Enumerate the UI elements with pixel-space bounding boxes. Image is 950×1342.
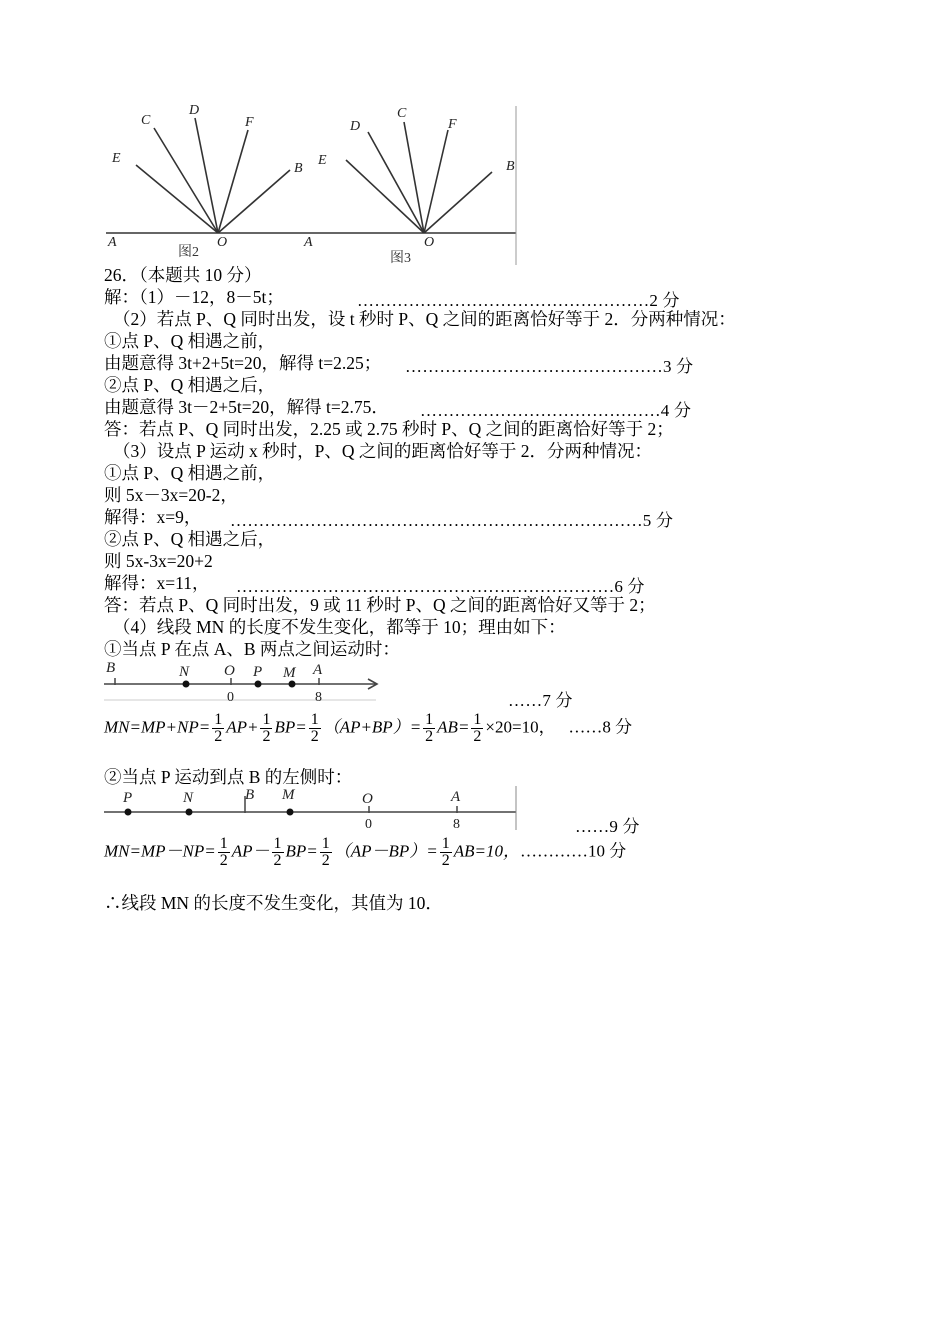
fig2-label-O: O	[217, 235, 228, 250]
fig2-label-E: E	[112, 151, 121, 166]
q26-line-3: ①点 P、Q 相遇之前，	[104, 331, 276, 351]
nl2-label-A: A	[451, 789, 461, 805]
f2-frac-4	[440, 836, 452, 869]
nl2-label-P: P	[123, 790, 133, 806]
q26-line-6: 由题意得 3t－2+5t=20，解得 t=2.75．	[104, 397, 389, 417]
fig3-ray-OF	[424, 130, 448, 233]
fig3-label-O: O	[424, 235, 435, 250]
f2-frac-1-num: 1	[219, 835, 228, 852]
q26-line-15: 答：若点 P、Q 同时出发，9 或 11 秒时 P、Q 之间的距离恰好又等于 2；	[104, 595, 656, 615]
fig3-label-C: C	[397, 106, 407, 121]
f1-frac-3	[309, 712, 321, 745]
formula-2	[104, 836, 626, 869]
q26-line-16: （4）线段 MN 的长度不发生变化，都等于 10；理由如下：	[113, 617, 566, 637]
fig3-label-D: D	[350, 119, 361, 134]
f1-part-a: MN=MP+NP=	[104, 717, 211, 737]
nl2-tick-label-0: 0	[365, 817, 372, 832]
q26-line-4-score: ………………………………………3 分	[405, 357, 694, 376]
nl1-label-B: B	[106, 660, 116, 676]
nl1-point-P	[255, 681, 262, 688]
q26-line-1: 解：（1）－12，8－5t；	[104, 287, 284, 307]
nl2-label-M: M	[282, 787, 295, 803]
f2-part-c: BP=	[285, 841, 318, 861]
q26-line-9: ①点 P、Q 相遇之前，	[104, 463, 276, 483]
f1-frac-1-num: 1	[214, 711, 223, 728]
f1-score: ……8 分	[568, 717, 633, 737]
f1-frac-4-num: 1	[425, 711, 434, 728]
q26-line-12: ②点 P、Q 相遇之后，	[104, 529, 276, 549]
f1-part-d: （AP+BP）=	[322, 717, 422, 737]
f1-frac-2-den: 2	[262, 728, 271, 745]
f1-frac-2-num: 1	[262, 711, 271, 728]
q26-line-1-score: ……………………………………………2 分	[357, 291, 680, 310]
score-7: ……7 分	[508, 691, 573, 710]
q26-line-8: （3）设点 P 运动 x 秒时，P、Q 之间的距离恰好等于 2．分两种情况：	[113, 441, 652, 461]
nl1-point-N	[183, 681, 190, 688]
f2-part-b: AP－	[231, 841, 270, 861]
f1-frac-5-num: 1	[473, 711, 482, 728]
fig2-ray-OC	[154, 128, 218, 233]
nl2-label-O: O	[362, 791, 373, 807]
fig2-caption: 图2	[178, 245, 199, 260]
number-line-2	[100, 782, 530, 832]
f1-frac-4-den: 2	[425, 728, 434, 745]
nl1-label-M: M	[283, 665, 296, 681]
nl1-label-A: A	[313, 662, 323, 678]
fig2-label-D: D	[189, 103, 200, 118]
f2-frac-3	[320, 836, 332, 869]
f2-frac-1-den: 2	[219, 852, 228, 869]
f1-part-f: ×20=10，	[485, 717, 556, 737]
f2-part-d: （AP－BP）=	[333, 841, 438, 861]
fig3-label-A: A	[304, 235, 313, 250]
nl2-point-P	[125, 809, 132, 816]
nl1-tick-label-0: 0	[227, 690, 234, 705]
f2-frac-4-den: 2	[441, 852, 450, 869]
f1-part-c: BP=	[274, 717, 307, 737]
nl2-point-M	[287, 809, 294, 816]
nl1-tick-label-8: 8	[315, 690, 322, 705]
fig2-label-A: A	[108, 235, 117, 250]
fig3-label-F: F	[448, 117, 457, 132]
figure-2	[100, 100, 330, 268]
q26-line-10: 则 5x－3x=20-2，	[104, 485, 238, 505]
f1-frac-4	[423, 712, 435, 745]
fig2-label-B: B	[294, 161, 303, 176]
f1-part-b: AP+	[226, 717, 259, 737]
nl2-tick-label-8: 8	[453, 817, 460, 832]
q26-line-7: 答：若点 P、Q 同时出发，2.25 或 2.75 秒时 P、Q 之间的距离恰好等于 2；	[104, 419, 674, 439]
fig2-ray-OB	[218, 170, 290, 233]
f1-frac-5-den: 2	[473, 728, 482, 745]
f2-part-a: MN=MP－NP=	[104, 841, 216, 861]
nl2-label-N: N	[183, 790, 194, 806]
nl2-label-B: B	[245, 787, 255, 803]
formula-1	[104, 712, 632, 745]
score-9: ……9 分	[575, 817, 640, 836]
fig3-caption: 图3	[390, 251, 411, 266]
q26-line-5: ②点 P、Q 相遇之后，	[104, 375, 276, 395]
q26-line-13: 则 5x-3x=20+2	[104, 551, 213, 571]
nl1-label-O: O	[224, 663, 235, 679]
f1-frac-3-den: 2	[310, 728, 319, 745]
f2-frac-4-num: 1	[441, 835, 450, 852]
f2-frac-3-num: 1	[321, 835, 330, 852]
q26-line-4: 由题意得 3t+2+5t=20，解得 t=2.25；	[104, 353, 382, 373]
q26-line-11-score: ………………………………………………………………5 分	[230, 511, 674, 530]
f2-frac-1	[218, 836, 230, 869]
figure-3	[300, 100, 520, 268]
q26-line-14: 解得：x=11，	[104, 573, 210, 593]
f1-frac-5	[471, 712, 483, 745]
fig2-label-C: C	[141, 113, 151, 128]
f1-frac-1-den: 2	[214, 728, 223, 745]
f2-frac-2-den: 2	[273, 852, 282, 869]
f1-frac-3-num: 1	[310, 711, 319, 728]
number-line-1	[100, 658, 390, 706]
f2-frac-3-den: 2	[321, 852, 330, 869]
q26-line-6-score: ……………………………………4 分	[420, 401, 692, 420]
nl1-label-P: P	[253, 664, 263, 680]
fig3-label-B: B	[506, 159, 515, 174]
q26-line-18: ②当点 P 运动到点 B 的左侧时：	[104, 767, 353, 787]
f2-score: …………10 分	[520, 841, 627, 861]
q26-line-11: 解得：x=9，	[104, 507, 202, 527]
q26-conclusion: ∴线段 MN 的长度不发生变化，其值为 10．	[104, 893, 443, 913]
f2-frac-2	[272, 836, 284, 869]
fig3-ray-OB	[424, 172, 492, 233]
fig2-label-F: F	[245, 115, 254, 130]
f2-frac-2-num: 1	[273, 835, 282, 852]
q26-line-14-score: …………………………………………………………6 分	[236, 577, 645, 596]
q26-line-2: （2）若点 P、Q 同时出发，设 t 秒时 P、Q 之间的距离恰好等于 2．分两种情况：	[113, 309, 736, 329]
f2-part-e: AB=10，	[453, 841, 521, 861]
f1-part-e: AB=	[437, 717, 470, 737]
nl1-point-M	[289, 681, 296, 688]
q26-title: 26．（本题共 10 分）	[104, 265, 262, 285]
q26-line-17: ①当点 P 在点 A、B 两点之间运动时：	[104, 639, 400, 659]
f1-frac-2	[260, 712, 272, 745]
nl1-label-N: N	[179, 664, 190, 680]
fig2-ray-OF	[218, 130, 248, 233]
fig3-label-E: E	[318, 153, 327, 168]
f1-frac-1	[212, 712, 224, 745]
nl2-point-N	[186, 809, 193, 816]
